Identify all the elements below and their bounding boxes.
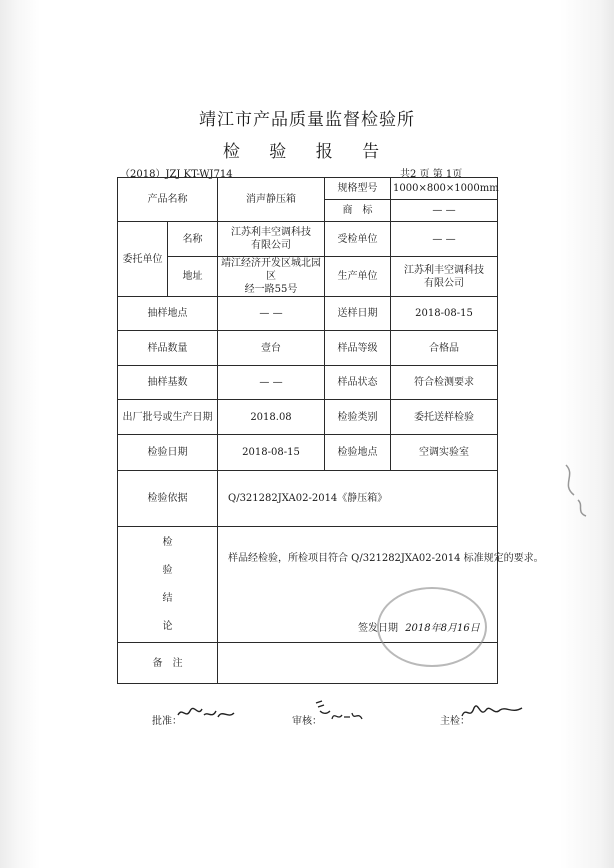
review-signature <box>312 695 368 725</box>
client-name-value <box>218 222 325 257</box>
sampling-base-label: 抽样基数 <box>118 366 218 400</box>
client-name-line1: 江苏利丰空调科技 <box>231 227 311 238</box>
issue-date-handwritten: 2018年8月16日 <box>405 623 480 634</box>
conclusion-text: 样品经检验，所检项目符合 Q/321282JXA02-2014 标准规定的要求。 <box>228 553 544 564</box>
address-line2: 经一路55号 <box>244 284 298 295</box>
inspection-type-value: 委托送样检验 <box>391 400 498 435</box>
sample-status-label: 样品状态 <box>325 366 391 400</box>
review-label: 审核： <box>292 716 322 727</box>
batch-value: 2018.08 <box>218 400 325 435</box>
address-line1: 靖江经济开发区城北园区 <box>221 258 321 282</box>
examine-label: 主检： <box>440 716 470 727</box>
inspected-unit-label: 受检单位 <box>325 222 391 257</box>
inspection-type-label: 检验类别 <box>325 400 391 435</box>
sample-qty-label: 样品数量 <box>118 331 218 366</box>
producer-value <box>391 257 498 297</box>
conclusion-label <box>118 527 218 643</box>
conclusion-label-2: 验 <box>162 564 173 576</box>
sampling-base-value: — — <box>218 366 325 400</box>
inspection-place-label: 检验地点 <box>325 435 391 471</box>
address-value <box>218 257 325 297</box>
sample-grade-label: 样品等级 <box>325 331 391 366</box>
delivery-date-label: 送样日期 <box>325 297 391 331</box>
trademark-label: 商 标 <box>325 200 391 222</box>
inspection-date-label: 检验日期 <box>118 435 218 471</box>
report-title: 检 验 报 告 <box>222 142 392 162</box>
remarks-label: 备 注 <box>118 643 218 684</box>
conclusion-label-3: 结 <box>162 592 173 604</box>
client-name-line2: 有限公司 <box>251 240 291 251</box>
sample-status-value: 符合检测要求 <box>391 366 498 400</box>
inspected-unit-value: — — <box>391 222 498 257</box>
inspection-date-value: 2018-08-15 <box>218 435 325 471</box>
delivery-date-value: 2018-08-15 <box>391 297 498 331</box>
approve-signature <box>176 703 236 723</box>
approve-label: 批准： <box>152 716 182 727</box>
examine-signature <box>460 698 524 724</box>
client-name-label: 名称 <box>168 222 218 257</box>
sampling-place-value: — — <box>218 297 325 331</box>
batch-label: 出厂批号或生产日期 <box>118 400 218 435</box>
margin-mark <box>556 460 596 524</box>
institute-name: 靖江市产品质量监督检验所 <box>199 110 415 130</box>
producer-label: 生产单位 <box>325 257 391 297</box>
product-name-label: 产品名称 <box>118 178 218 222</box>
spec-label: 规格型号 <box>325 178 391 200</box>
trademark-value: — — <box>391 200 498 222</box>
address-label: 地址 <box>168 257 218 297</box>
sample-qty-value: 壹台 <box>218 331 325 366</box>
page-info: 共2 页 第 1页 <box>400 169 463 180</box>
issue-date-label: 签发日期 <box>358 623 398 634</box>
sampling-place-label: 抽样地点 <box>118 297 218 331</box>
official-seal-stamp <box>377 587 487 667</box>
sample-grade-value: 合格品 <box>391 331 498 366</box>
basis-value: Q/321282JXA02-2014《静压箱》 <box>218 471 498 527</box>
inspection-place-value: 空调实验室 <box>391 435 498 471</box>
basis-label: 检验依据 <box>118 471 218 527</box>
producer-line1: 江苏利丰空调科技 <box>404 264 484 276</box>
conclusion-label-1: 检 <box>162 536 173 548</box>
spec-value: 1000×800×1000mm <box>391 178 498 200</box>
conclusion-label-4: 论 <box>162 620 173 632</box>
producer-line2: 有限公司 <box>424 277 464 289</box>
product-name-value: 消声静压箱 <box>218 178 325 222</box>
report-number: （2018）JZJ KT-WJ714 <box>120 169 233 180</box>
client-label: 委托单位 <box>118 222 168 297</box>
